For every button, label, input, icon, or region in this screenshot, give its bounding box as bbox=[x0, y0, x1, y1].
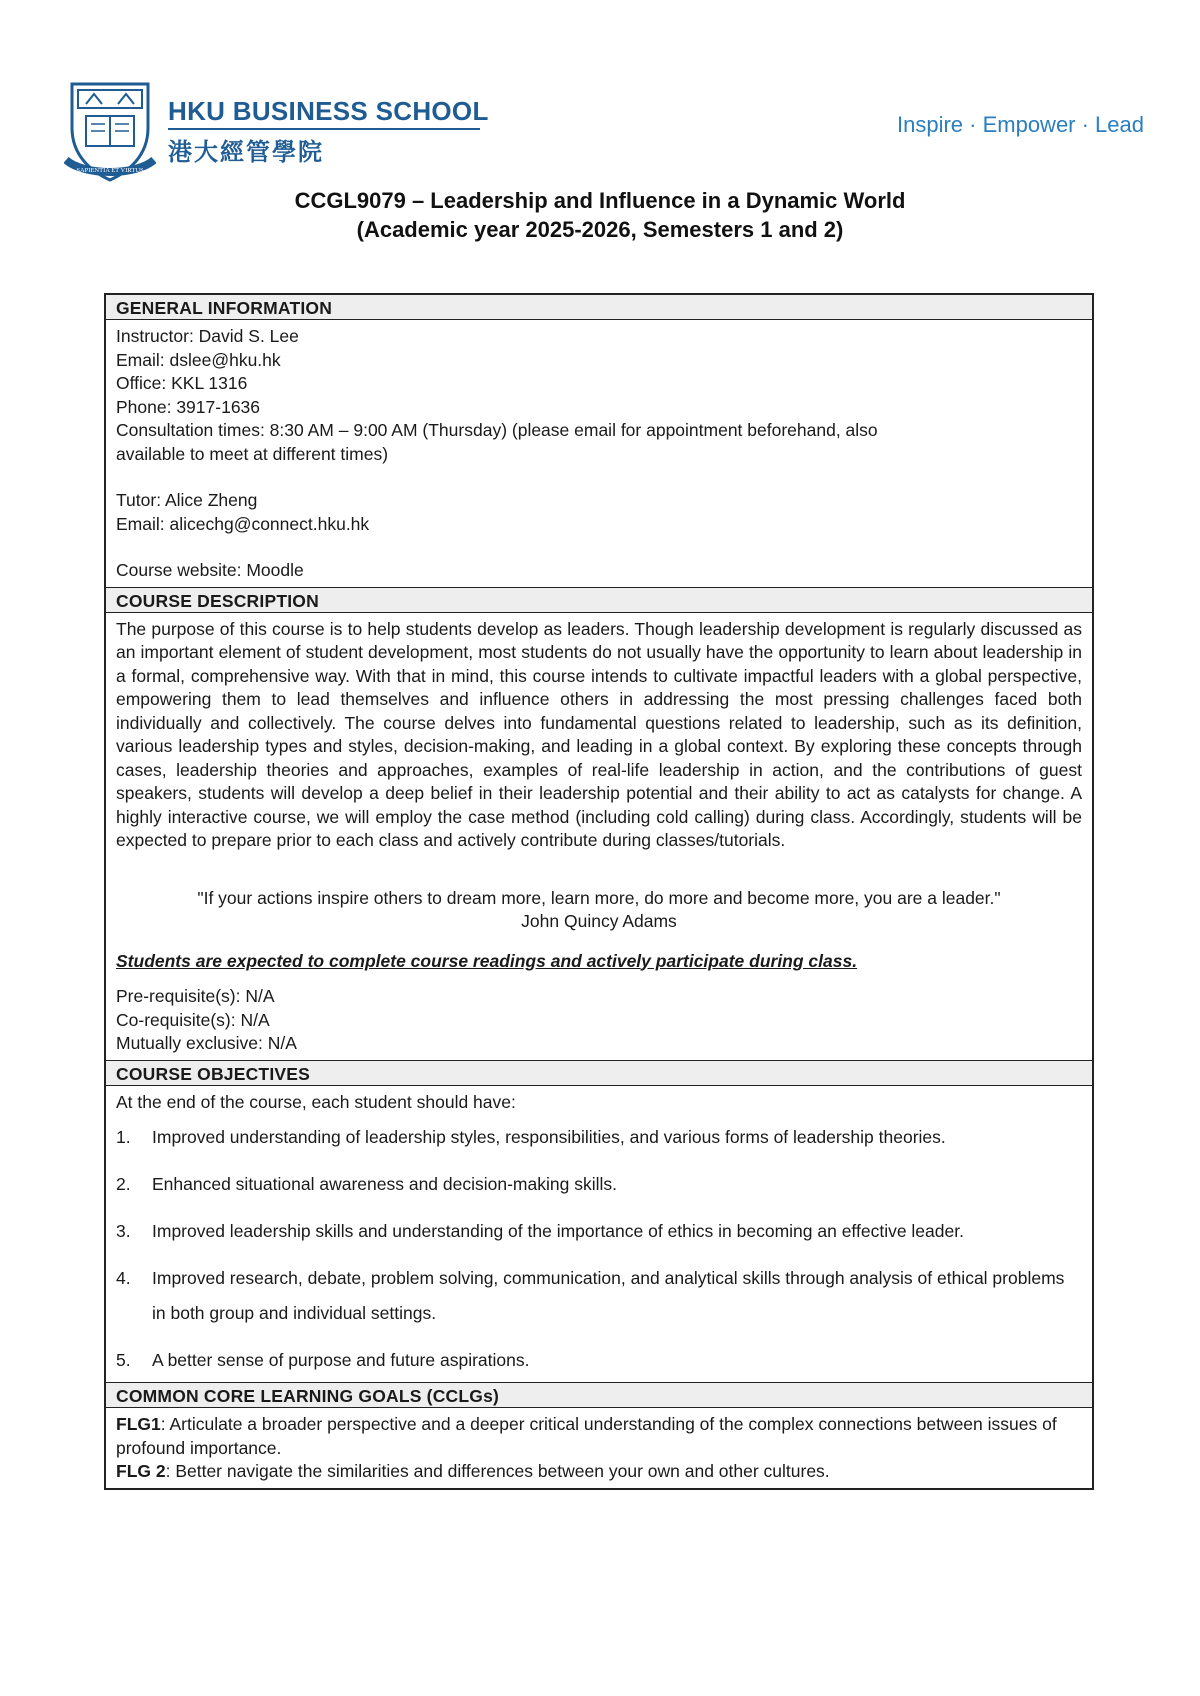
consultation-times: Consultation times: 8:30 AM – 9:00 AM (Thursday) (please email for appointment beforehand, also bbox=[116, 420, 878, 440]
quote-author: John Quincy Adams bbox=[521, 911, 677, 931]
mutually-exclusive: Mutually exclusive: N/A bbox=[116, 1033, 297, 1053]
office: Office: KKL 1316 bbox=[116, 373, 248, 393]
phone: Phone: 3917-1636 bbox=[116, 396, 261, 417]
course-title bbox=[0, 186, 1200, 244]
course-title-line2: (Academic year 2025-2026, Semesters 1 and 2) bbox=[356, 217, 844, 242]
instructor-email: Email: dslee@hku.hk bbox=[116, 349, 281, 370]
general-info-body bbox=[106, 320, 1092, 588]
learning-goal-2: FLG 2: Better navigate the similarities and differences between your own and other cultures. bbox=[116, 1461, 830, 1481]
cclg-heading: COMMON CORE LEARNING GOALS (CCLGs) bbox=[106, 1383, 1092, 1408]
leadership-quote bbox=[116, 887, 1082, 934]
general-info-heading: GENERAL INFORMATION bbox=[106, 295, 1092, 320]
prerequisite: Pre-requisite(s): N/A bbox=[116, 986, 275, 1006]
course-info-table bbox=[104, 293, 1094, 1490]
corequisite: Co-requisite(s): N/A bbox=[116, 1009, 270, 1030]
tagline: Inspire · Empower · Lead bbox=[897, 112, 1144, 137]
tutor: Tutor: Alice Zheng bbox=[116, 490, 258, 510]
school-chinese-name: 港大經管學院 bbox=[168, 139, 324, 166]
cclg-body bbox=[106, 1408, 1092, 1488]
reading-expectation: Students are expected to complete course readings and actively participate during class. bbox=[116, 950, 858, 971]
course-objectives-body bbox=[106, 1086, 1092, 1384]
course-website: Course website: Moodle bbox=[116, 560, 304, 580]
tutor-email: Email: alicechg@connect.hku.hk bbox=[116, 513, 370, 534]
objectives-list bbox=[116, 1120, 1082, 1378]
school-name-divider bbox=[168, 128, 480, 130]
quote-text: "If your actions inspire others to dream more, learn more, do more and become more, you are a leader." bbox=[197, 887, 1001, 908]
objectives-intro: At the end of the course, each student should have: bbox=[116, 1091, 516, 1112]
list-item: 2. Enhanced situational awareness and decision-making skills. bbox=[116, 1174, 617, 1194]
list-item: 4. Improved research, debate, problem solving, communication, and analytical skills through analysis of ethical problems in both group and individual settings. bbox=[116, 1268, 1065, 1323]
course-description-body bbox=[106, 613, 1092, 1061]
course-title-line1: CCGL9079 – Leadership and Influence in a Dynamic World bbox=[294, 188, 906, 213]
course-description-paragraph: The purpose of this course is to help students develop as leaders. Though leadership development is regularly discussed as an important element of student development, most students do not usually have the opportunity to learn about leadership in a formal, comprehensive way. With that in mind, this course intends to cultivate impactful leaders with a global perspective, empowering them to lead themselves and influence others in addressing the most pressing challenges faced both individually and collectively. The course delves into fundamental questions related to leadership, such as its definition, various leadership types and styles, decision-making, and leading in a global context. By exploring these concepts through cases, leadership theories and approaches, examples of real-life leadership in action, and the contributions of guest speakers, students will develop a deep belief in their leadership potential and their ability to act as catalysts for change. A highly interactive course, we will employ the case method (including cold calling) during class. Accordingly, students will be expected to prepare prior to each class and actively contribute during classes/tutorials. bbox=[116, 618, 1082, 850]
learning-goal-1: FLG1: Articulate a broader perspective and a deeper critical understanding of the complex connections between issues of profound importance. bbox=[116, 1414, 1057, 1458]
course-description-heading: COURSE DESCRIPTION bbox=[106, 588, 1092, 613]
instructor: Instructor: David S. Lee bbox=[116, 326, 299, 346]
list-item: 1. Improved understanding of leadership styles, responsibilities, and various forms of leadership theories. bbox=[116, 1127, 946, 1147]
consultation-times-cont: available to meet at different times) bbox=[116, 443, 389, 464]
svg-text:SAPIENTIA ET VIRTUS: SAPIENTIA ET VIRTUS bbox=[76, 167, 144, 174]
course-objectives-heading: COURSE OBJECTIVES bbox=[106, 1061, 1092, 1086]
list-item: 5. A better sense of purpose and future aspirations. bbox=[116, 1350, 530, 1370]
list-item: 3. Improved leadership skills and understanding of the importance of ethics in becoming an effective leader. bbox=[116, 1221, 964, 1241]
hku-crest-logo bbox=[64, 76, 156, 184]
school-name: HKU BUSINESS SCHOOL bbox=[168, 96, 489, 126]
